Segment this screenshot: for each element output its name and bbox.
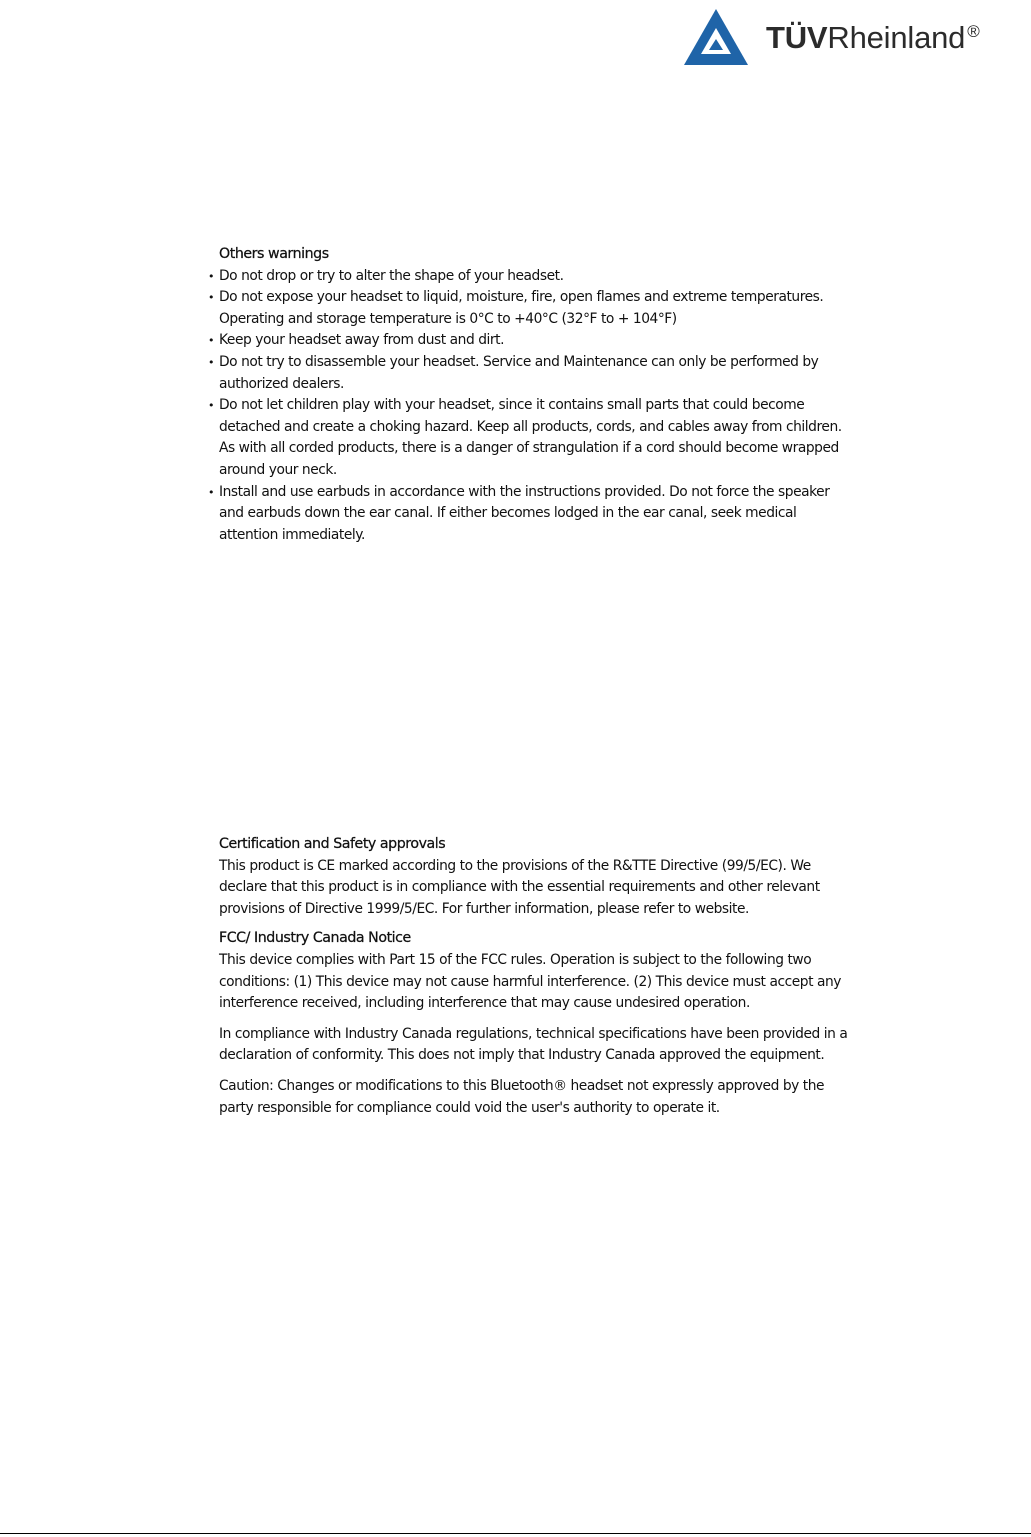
warning-item: • Install and use earbuds in accordance with the instructions provided. Do not force the speaker and earbuds down the ear canal. If either becomes lodged in the ear canal, seek medical attention immediately. <box>208 482 848 547</box>
warning-item: • Do not expose your headset to liquid, moisture, fire, open flames and extreme temperatures. Operating and storage temperature is 0°C to +40°C (32°F to + 104°F) <box>208 287 848 330</box>
warning-item: • Do not drop or try to alter the shape of your headset. <box>208 266 848 288</box>
warnings-section <box>208 244 848 546</box>
footer-divider <box>0 1533 1031 1534</box>
caution-paragraph: Caution: Changes or modifications to this Bluetooth® headset not expressly approved by the party responsible for compliance could void the user's authority to operate it. <box>219 1077 825 1116</box>
warning-item: • Do not try to disassemble your headset. Service and Maintenance can only be performed by authorized dealers. <box>208 352 848 395</box>
warning-item: • Keep your headset away from dust and dirt. <box>208 330 848 352</box>
certification-heading: Certification and Safety approvals <box>219 836 446 852</box>
ce-paragraph: This product is CE marked according to the provisions of the R&TTE Directive (99/5/EC). We declare that this product is in compliance with the essential requirements and other relevant provisions of Directive 1999/5/EC. For further information, please refer to website. <box>219 857 820 917</box>
warnings-heading: Others warnings <box>219 246 329 262</box>
certification-section <box>208 834 848 1119</box>
fcc-heading: FCC/ Industry Canada Notice <box>219 930 411 947</box>
brand-bold: TÜV <box>766 19 828 55</box>
warning-item: • Do not let children play with your headset, since it contains small parts that could become detached and create a choking hazard. Keep all products, cords, and cables away from children. As with all corded products, there is a danger of strangulation if a cord should become wrapped around your neck. <box>208 395 848 481</box>
fcc-paragraph: This device complies with Part 15 of the FCC rules. Operation is subject to the following two conditions: (1) This device may not cause harmful interference. (2) This device must accept any interference received, including interference that may cause undesired operation. <box>219 951 841 1012</box>
brand-regular: Rheinland <box>827 19 966 55</box>
tuv-rheinland-logo <box>683 8 980 66</box>
tuv-triangle-icon <box>683 8 749 66</box>
brand-name <box>766 19 980 55</box>
registered-mark: ® <box>967 21 980 41</box>
warnings-list <box>208 266 848 547</box>
industry-canada-paragraph: In compliance with Industry Canada regulations, technical specifications have been provided in a declaration of conformity. This does not imply that Industry Canada approved the equipment. <box>219 1025 848 1064</box>
